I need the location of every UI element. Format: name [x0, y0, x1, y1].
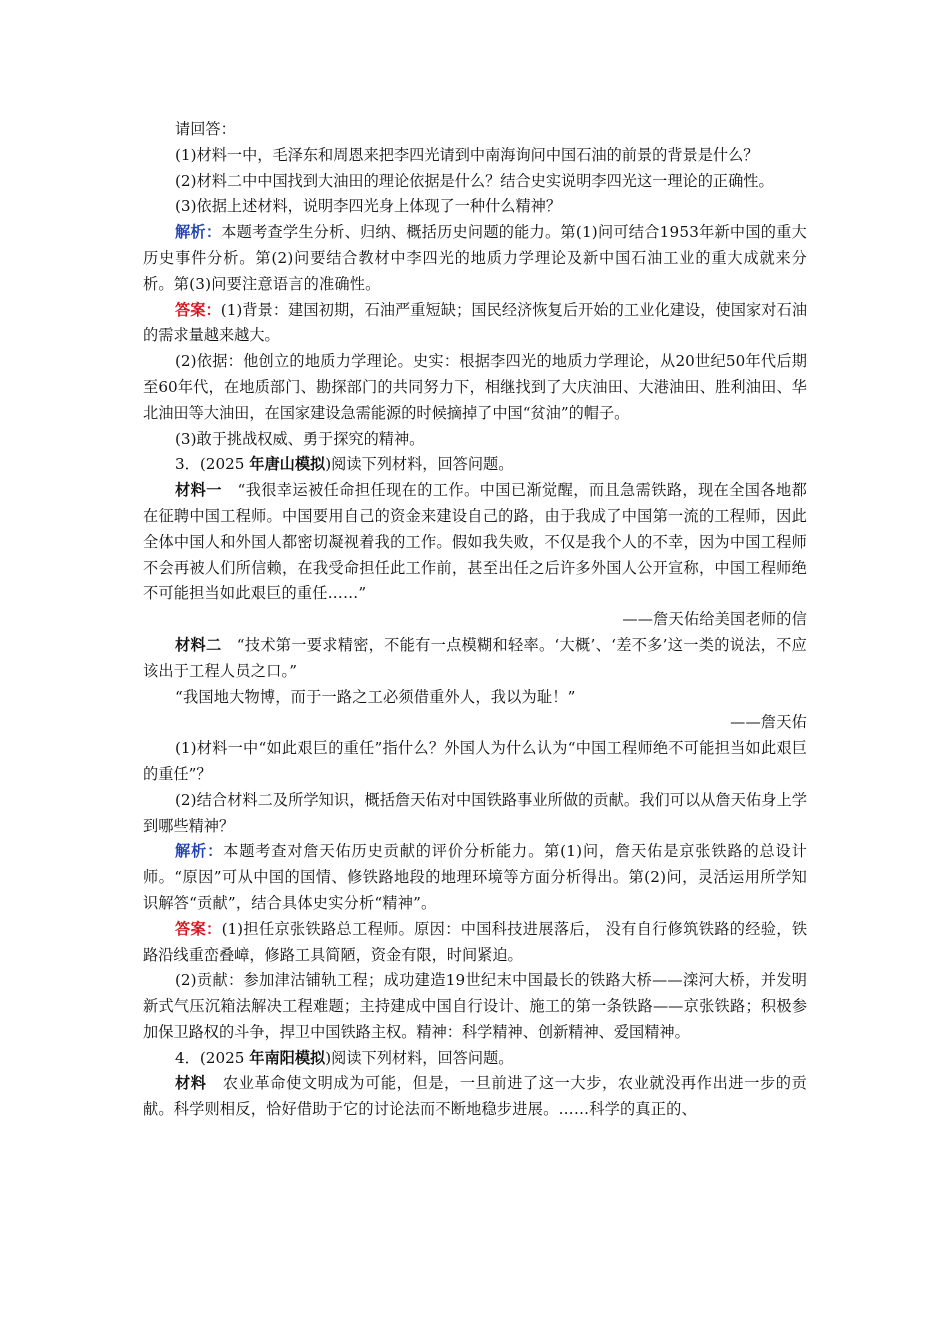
heading-rest-4: )阅读下列材料，回答问题。: [325, 1048, 514, 1067]
analysis-text-2: 本题考查对詹天佑历史贡献的评价分析能力。第(1)问，詹天佑是京张铁路的总设计师。“原因”可从中国的国情、修铁路地段的地理环境等方面分析得出。第(2)问，灵活运用所学知识解答“贡献”，结合具体史实分析“精神”。: [143, 842, 807, 912]
question-2: (2)材料二中中国找到大油田的理论依据是什么？结合史实说明李四光这一理论的正确性。: [175, 171, 774, 190]
material-1-text: “我很幸运被任命担任现在的工作。中国已渐觉醒，而且急需铁路，现在全国各地都在征聘中国工程师。中国要用自己的资金来建设自己的路，由于我成了中国第一流的工程师，因此全体中国人和外国人都密切凝视着我的工作。假如我失败，不仅是我个人的不幸，因为中国工程师不会再被人们所信赖，在我受命担任此工作前，甚至出任之后许多外国人公开宣称，中国工程师绝不可能担当如此艰巨的重任……”: [143, 481, 807, 603]
analysis-paragraph: [143, 220, 807, 297]
answer-label-2: 答案：: [175, 919, 222, 938]
material-2-text: “技术第一要求精密，不能有一点模糊和轻率。‘大概’、‘差不多’这一类的说法，不应该出于工程人员之口。”: [143, 635, 807, 680]
answer-paragraph-3: (3)敢于挑战权威、勇于探究的精神。: [175, 429, 425, 448]
prompt-line: 请回答：: [175, 120, 236, 138]
analysis-label-2: 解析：: [175, 842, 224, 861]
heading-rest: )阅读下列材料，回答问题。: [325, 455, 514, 474]
answer-paragraph-2-2: (2)贡献：参加津沽铺轨工程；成功建造19世纪末中国最长的铁路大桥——滦河大桥，并发明新式气压沉箱法解决工程难题；主持建成中国自行设计、施工的第一条铁路——京张铁路；积极参加保卫路权的斗争，捍卫中国铁路主权。精神：科学精神、创新精神、爱国精神。: [143, 971, 807, 1041]
heading-number: 3．(2025: [175, 455, 250, 474]
answer-paragraph-2: (2)依据：他创立的地质力学理论。史实：根据李四光的地质力学理论，从20世纪50年代后期至60年代，在地质部门、勘探部门的共同努力下，相继找到了大庆油田、大港油田、胜利油田、华北油田等大油田，在国家建设急需能源的时候摘掉了中国“贫油”的帽子。: [143, 352, 807, 422]
question-3: (3)依据上述材料，说明李四光身上体现了一种什么精神？: [175, 197, 562, 216]
material-4-text: 农业革命使文明成为可能，但是，一旦前进了这一大步，农业就没再作出进一步的贡献。科学则相反，恰好借助于它的讨论法而不断地稳步进展。……科学的真正的、: [143, 1074, 807, 1119]
material-1: [143, 478, 807, 607]
question-1: (1)材料一中，毛泽东和周恩来把李四光请到中南海询问中国石油的前景的背景是什么？: [175, 145, 759, 164]
analysis-label: 解析：: [175, 223, 222, 242]
answer-paragraph-1: [143, 298, 807, 350]
material-2-quote-2: “我国地大物博，而于一路之工必须借重外人，我以为耻！”: [175, 687, 576, 706]
answer-paragraph-2-1: [143, 917, 807, 969]
question-3-2: (2)结合材料二及所学知识，概括詹天佑对中国铁路事业所做的贡献。我们可以从詹天佑身上学到哪些精神？: [143, 790, 807, 835]
answer-label: 答案：: [175, 300, 221, 319]
heading-number-4: 4．(2025: [175, 1048, 250, 1067]
question-heading-4: [143, 1046, 807, 1072]
material-2-source: ——詹天佑: [730, 713, 807, 732]
question-3-1: (1)材料一中“如此艰巨的重任”指什么？外国人为什么认为“中国工程师绝不可能担当如此艰巨的重任”？: [143, 739, 807, 783]
material-4-label: 材料: [175, 1074, 207, 1093]
answer-text-1: (1)背景：建国初期，石油严重短缺；国民经济恢复后开始的工业化建设，使国家对石油的需求量越来越大。: [143, 300, 808, 345]
material-4: [143, 1071, 807, 1123]
material-2: [143, 633, 807, 685]
material-1-source: ——詹天佑给美国老师的信: [622, 610, 807, 629]
heading-source-4: 年南阳模拟: [249, 1048, 326, 1067]
heading-source: 年唐山模拟: [249, 455, 326, 474]
material-1-label: 材料一: [175, 481, 222, 500]
analysis-text: 本题考查学生分析、归纳、概括历史问题的能力。第(1)问可结合1953年新中国的重大历史事件分析。第(2)问要结合教材中李四光的地质力学理论及新中国石油工业的重大成就来分析。第(3)问要注意语言的准确性。: [143, 223, 807, 293]
question-heading-3: [143, 452, 807, 478]
answer-text-2-1: (1)担任京张铁路总工程师。原因：中国科技进展落后， 没有自行修筑铁路的经验，铁路沿线重峦叠嶂，修路工具简陋，资金有限，时间紧迫。: [143, 919, 808, 964]
document-page: [143, 117, 807, 1123]
analysis-paragraph-2: [143, 839, 807, 916]
material-2-label: 材料二: [175, 635, 222, 654]
